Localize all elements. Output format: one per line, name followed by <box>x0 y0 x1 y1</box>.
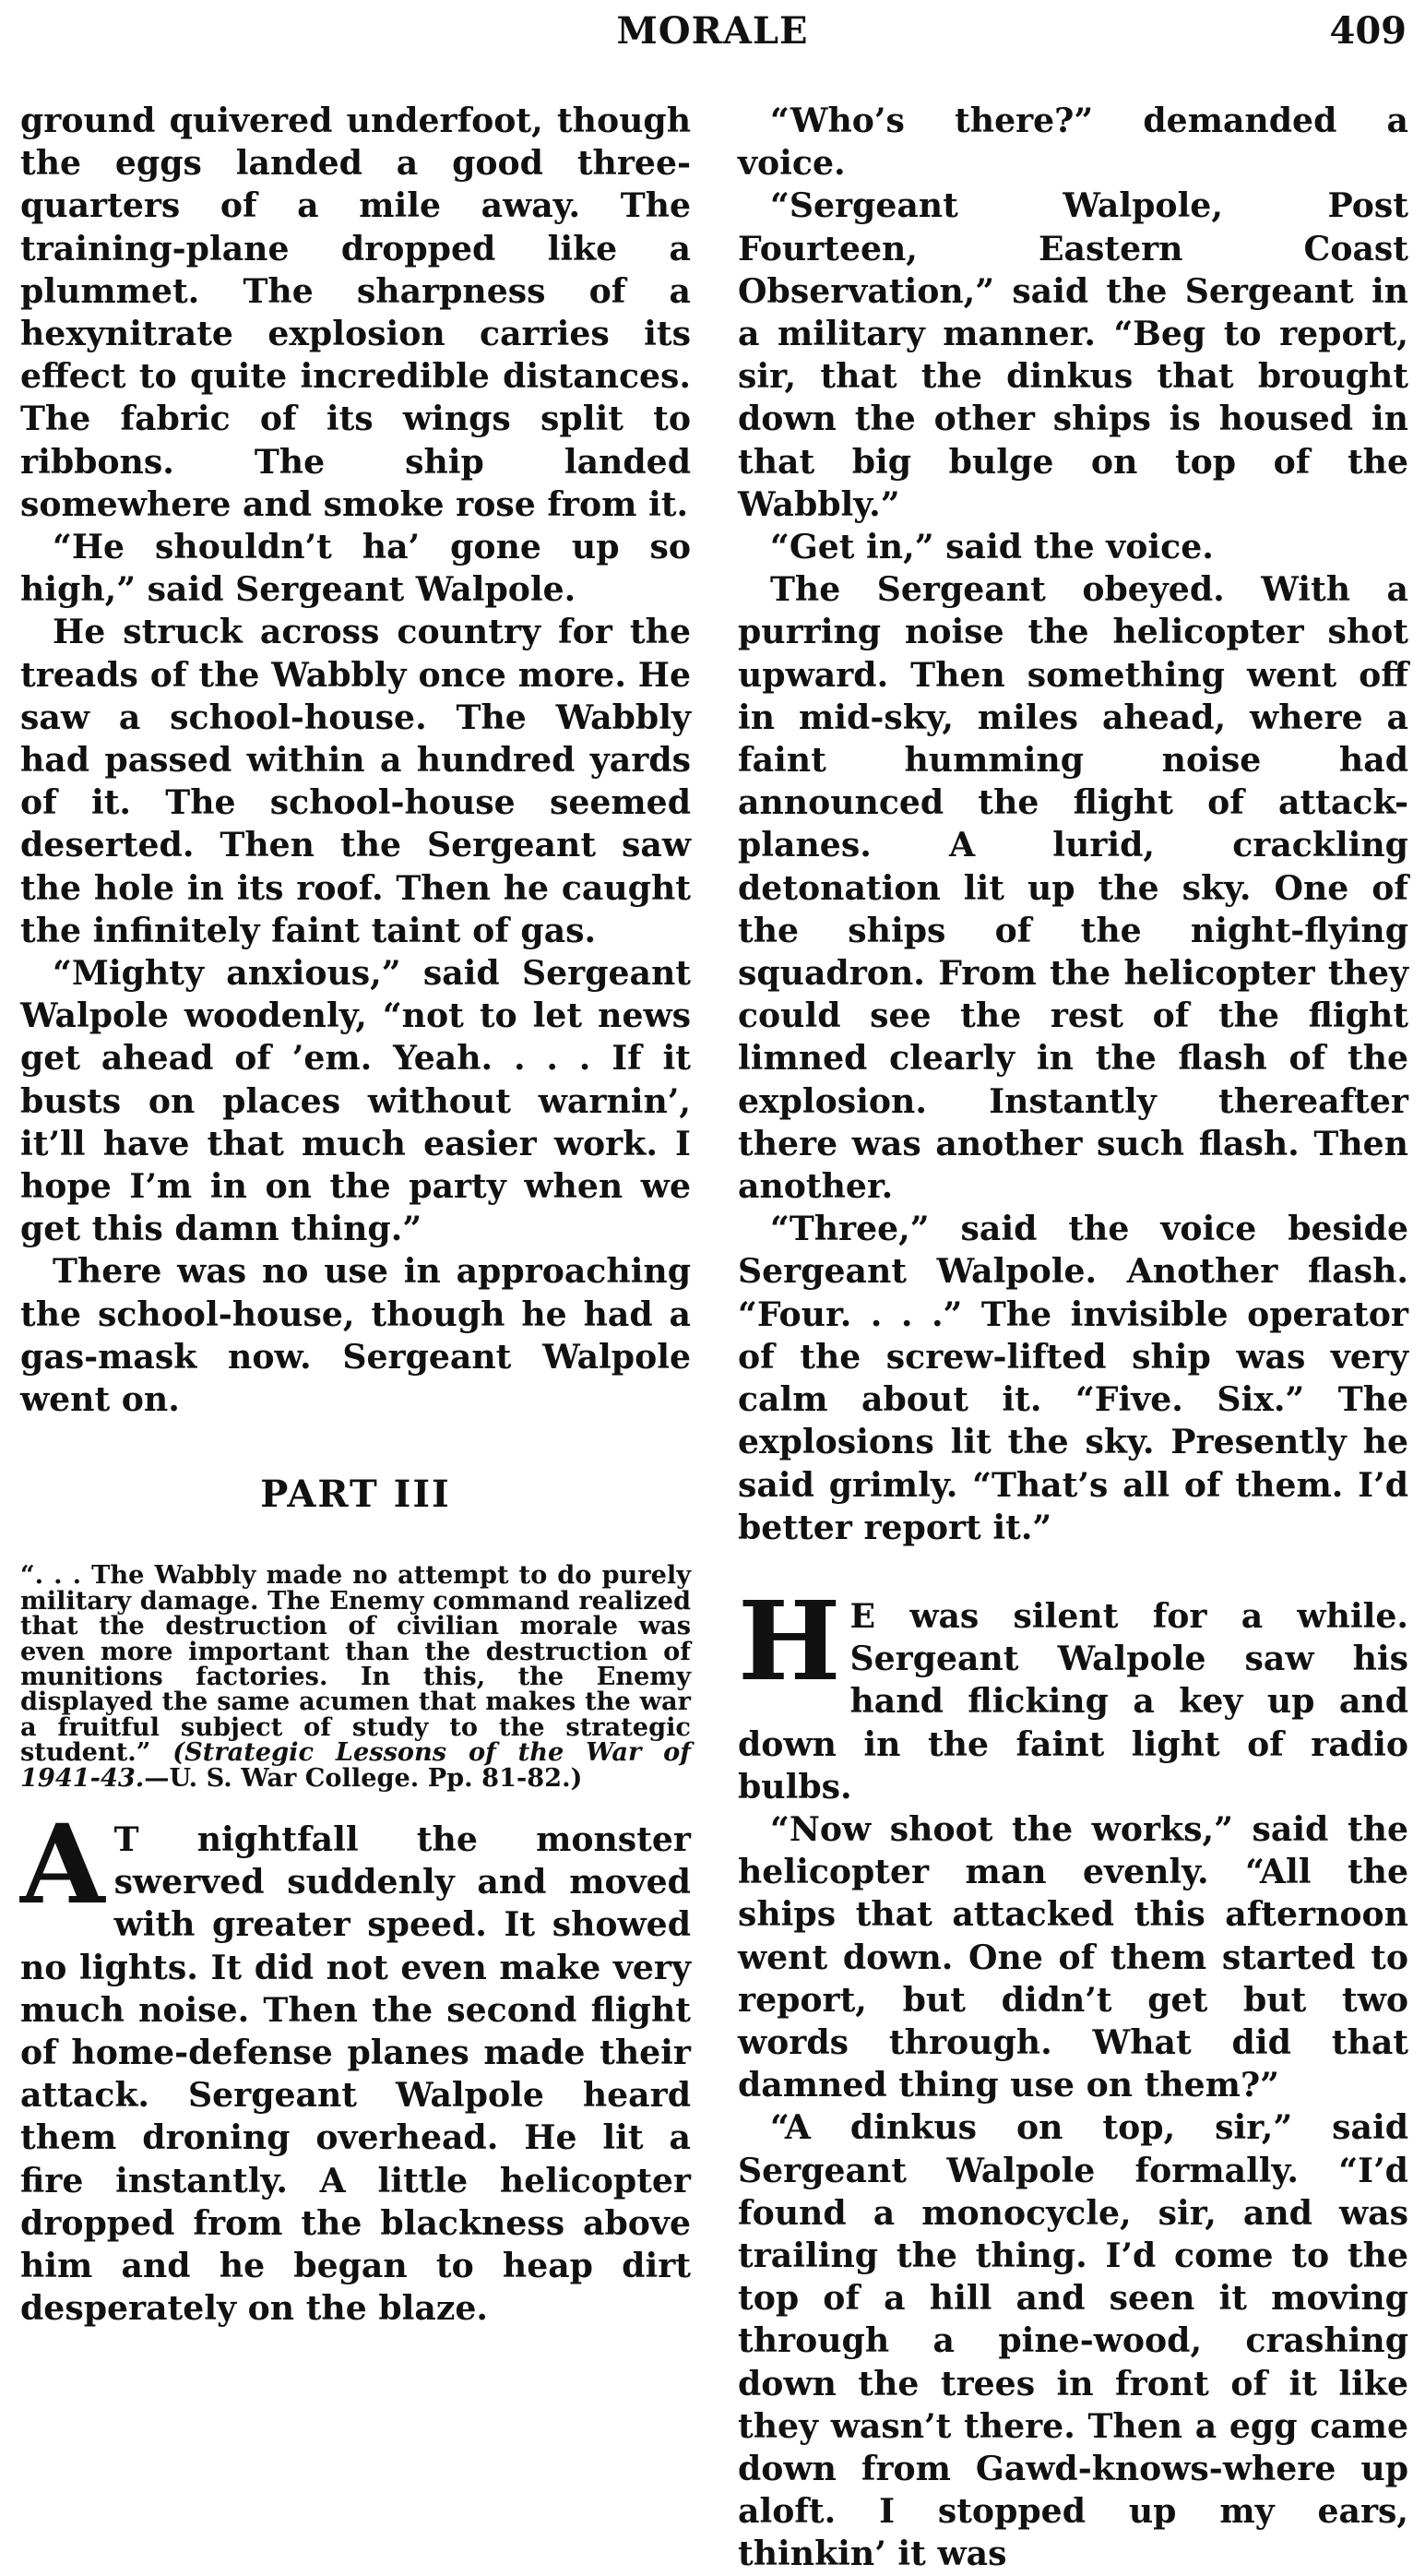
section-heading: PART III <box>260 1473 451 1517</box>
paragraph: “Who’s there?” demanded a voice. <box>738 101 1408 184</box>
paragraph: “Mighty anxious,” said Sergeant Walpole woodenly, “not to let news get ahead of ’em. Yeah. . . . If it busts on places without warnin’, it’ll have that much easier work. I hope I’m in on the party when we get this damn thing.” <box>20 953 691 1249</box>
page-number: 409 <box>1329 9 1407 53</box>
drop-cap: A <box>20 1799 105 1928</box>
paragraph: He struck across country for the treads of the Wabbly once more. He saw a school-house. The Wabbly had passed within a hundred yards of it. The school-house seemed deserted. Then the Sergeant saw the hole in its roof. Then he caught the infinitely faint taint of gas. <box>20 612 691 950</box>
paragraph: The Sergeant obeyed. With a purring noise the helicopter shot upward. Then something went off in mid-sky, miles ahead, where a faint humming noise had announced the flight of attack-planes. A lurid, crackling detonation lit up the sky. One of the ships of the night-flying squadron. From the helicopter they could see the rest of the flight limned clearly in the flash of the explosion. Instantly thereafter there was another such flash. Then another. <box>738 569 1408 1207</box>
paragraph: “Now shoot the works,” said the helicopter man evenly. “All the ships that attacked this afternoon went down. One of them started to report, but didn’t get but two words through. What did that damned thing use on them?” <box>738 1808 1408 2105</box>
page-header <box>18 9 1407 55</box>
epigraph-text: “. . . The Wabbly made no attempt to do purely military damage. The Enemy command realized that the destruction of civilian morale was even more important than the destruction of munitions factories. In this, the Enemy displayed the same acumen that makes the war a fruitful subject of study to the strategic student.” <box>20 1560 691 1768</box>
paragraph-with-dropcap <box>738 1576 1408 1808</box>
paragraph: ground quivered underfoot, though the eggs landed a good three-quarters of a mile away. The training-plane dropped like a plummet. The sharpness of a hexynitrate explosion carries its effect to quite incredible distances. The fabric of its wings split to ribbons. The ship landed somewhere and smoke rose from it. <box>20 101 691 524</box>
paragraph: There was no use in approaching the school-house, though he had a gas-mask now. Sergeant Walpole went on. <box>20 1251 691 1420</box>
epigraph <box>20 1560 691 1793</box>
epigraph-source-title: (Strategic Lessons of the War of 1941-43. <box>20 1737 691 1793</box>
paragraph-with-dropcap <box>20 1799 691 2330</box>
paragraph: “Sergeant Walpole, Post Fourteen, Eastern Coast Observation,” said the Sergeant in a military manner. “Beg to report, sir, that the dinkus that brought down the other ships is housed in that big bulge on top of the Wabbly.” <box>738 185 1408 524</box>
paragraph: “Three,” said the voice beside Sergeant Walpole. Another flash. “Four. . . .” The invisible operator of the screw-lifted ship was very calm about it. “Five. Six.” The explosions lit the sky. Presently he said grimly. “That’s all of them. I’d better report it.” <box>738 1209 1408 1547</box>
paragraph: “He shouldn’t ha’ gone up so high,” said Sergeant Walpole. <box>20 527 691 610</box>
paragraph-text: E was silent for a while. Sergeant Walpole saw his hand flicking a key up and down in the faint light of radio bulbs. <box>738 1595 1408 1807</box>
drop-cap: H <box>738 1576 841 1705</box>
epigraph-source-rest: —U. S. War College. Pp. 81-82.) <box>144 1762 583 1793</box>
running-title: MORALE <box>616 9 809 53</box>
paragraph: “Get in,” said the voice. <box>770 527 1214 567</box>
paragraph-text: T nightfall the monster swerved suddenly and moved with greater speed. It showed no lights. It did not even make very much noise. Then the second flight of home-defense planes made their attack. Sergeant Walpole heard them droning overhead. He lit a fire instantly. A little helicopter dropped from the blackness above him and he began to heap dirt desperately on the blaze. <box>20 1819 691 2329</box>
left-column <box>20 100 691 2330</box>
right-column <box>738 100 1408 2576</box>
paragraph: “A dinkus on top, sir,” said Sergeant Walpole formally. “I’d found a monocycle, sir, and was trailing the thing. I’d come to the top of a hill and seen it moving through a pine-wood, crashing down the trees in front of it like they wasn’t there. Then a egg came down from Gawd-knows-where up aloft. I stopped up my ears, thinkin’ it was <box>738 2107 1408 2574</box>
